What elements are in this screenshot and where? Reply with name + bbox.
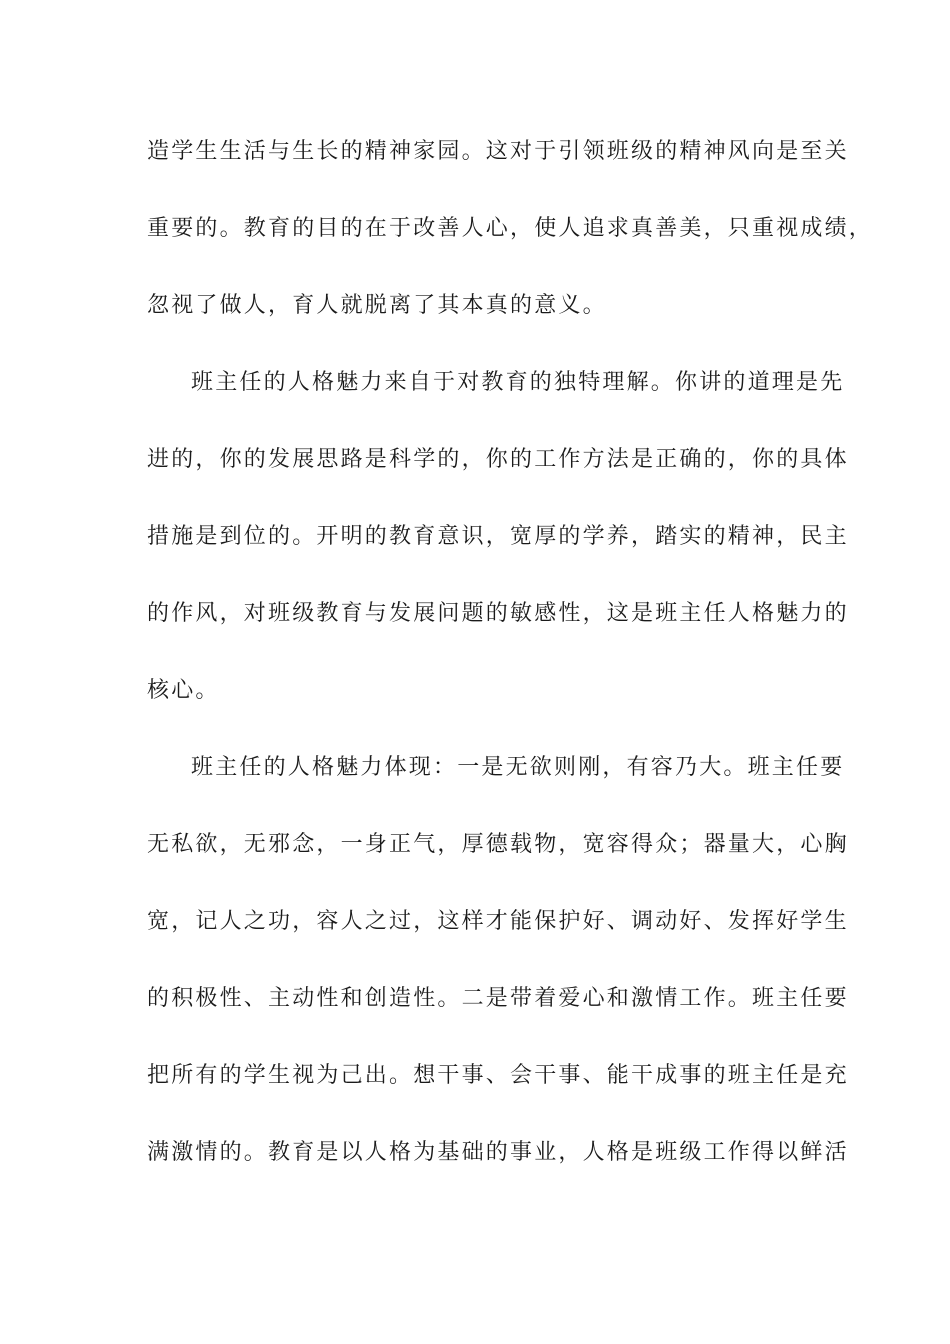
paragraph-2-line-2: 进的，你的发展思路是科学的，你的工作方法是正确的，你的具体 — [147, 447, 849, 472]
paragraph-2-line-3: 措施是到位的。开明的教育意识，宽厚的学养，踏实的精神，民主 — [147, 524, 849, 549]
document-body — [147, 129, 874, 1175]
paragraph-3-line-2: 无私欲，无邪念，一身正气，厚德载物，宽容得众；器量大，心胸 — [147, 832, 849, 857]
paragraph-3-line-6: 满激情的。教育是以人格为基础的事业，人格是班级工作得以鲜活 — [147, 1140, 849, 1165]
paragraph-3-line-4: 的积极性、主动性和创造性。二是带着爱心和激情工作。班主任要 — [147, 986, 849, 1011]
paragraph-2-line-4: 的作风，对班级教育与发展问题的敏感性，这是班主任人格魅力的 — [147, 601, 849, 626]
paragraph-1-line-3: 忽视了做人，育人就脱离了其本真的意义。 — [147, 293, 607, 318]
paragraph-2-line-1: 班主任的人格魅力来自于对教育的独特理解。你讲的道理是先 — [191, 370, 845, 395]
paragraph-3-line-3: 宽，记人之功，容人之过，这样才能保护好、调动好、发挥好学生 — [147, 909, 849, 934]
paragraph-1-line-1: 造学生生活与生长的精神家园。这对于引领班级的精神风向是至关 — [147, 139, 849, 164]
paragraph-3-line-1: 班主任的人格魅力体现：一是无欲则刚，有容乃大。班主任要 — [191, 755, 845, 780]
paragraph-3-line-5: 把所有的学生视为己出。想干事、会干事、能干成事的班主任是充 — [147, 1063, 849, 1088]
paragraph-1-line-2: 重要的。教育的目的在于改善人心，使人追求真善美，只重视成绩， — [147, 216, 874, 241]
paragraph-2-line-5: 核心。 — [147, 678, 220, 703]
